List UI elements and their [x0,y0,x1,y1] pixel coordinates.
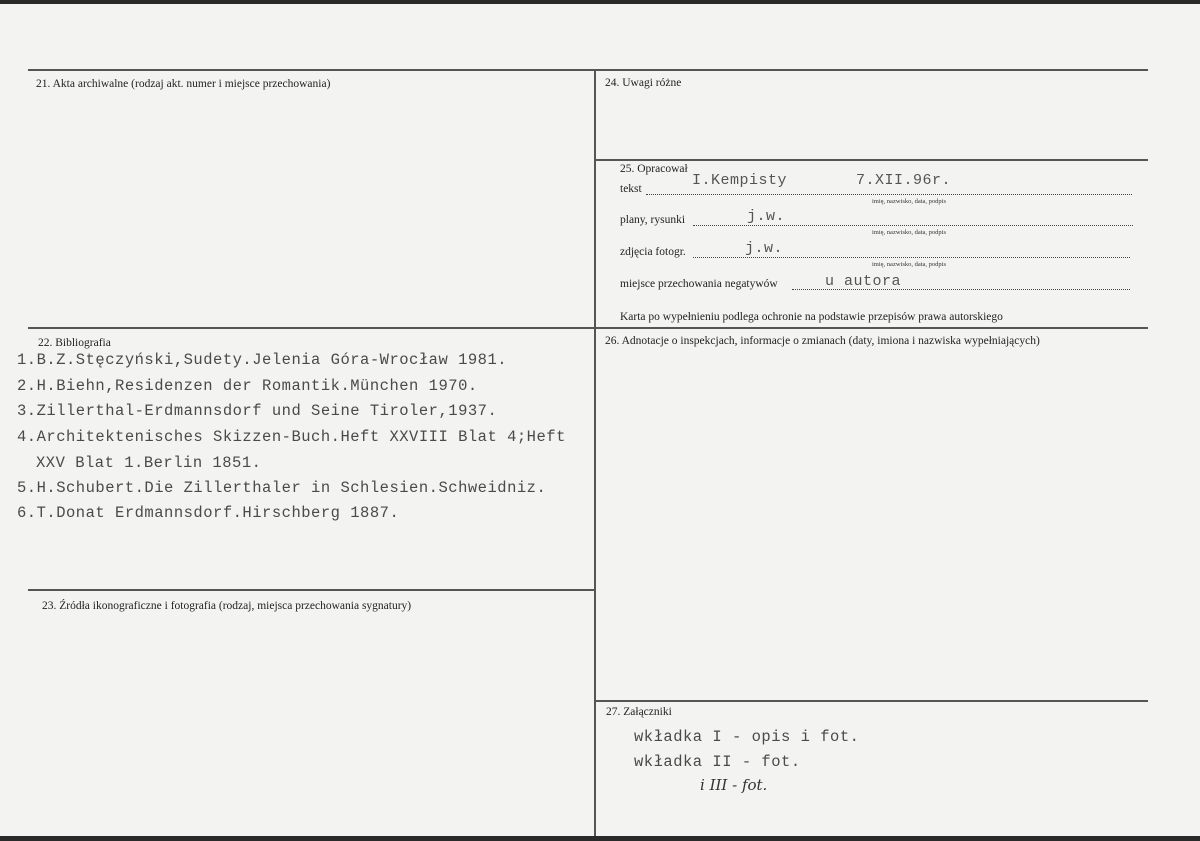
photos-field-line [693,257,1130,258]
attachment-line-2: wkładka II - fot. [634,753,801,771]
form-right-rule-27 [596,700,1148,702]
photos-value: j.w. [745,240,784,257]
scan-edge-top [0,0,1200,4]
plans-value: j.w. [747,208,786,225]
negatives-value: u autora [825,273,902,290]
section24-title: 24. Uwagi różne [605,77,682,89]
section23-title: 23. Źródła ikonograficzne i fotografia (rodzaj, miejsca przechowania sygnatury) [42,600,412,612]
plans-field-line [693,225,1133,226]
section27-title: 27. Załączniki [606,706,672,718]
attachment-line-1: wkładka I - opis i fot. [634,728,860,746]
form-right-rule-25 [596,159,1148,161]
section21-title: 21. Akta archiwalne (rodzaj akt. numer i miejsce przechowania) [36,78,331,90]
bibliography-entry-2: 2.H.Biehn,Residenzen der Romantik.München 1970. [17,377,478,395]
text-label: tekst [620,183,642,195]
form-left-lower-rule [28,589,596,591]
bibliography-entry-4: 4.Architektenisches Skizzen-Buch.Heft XXVIII Blat 4;Heft [17,428,566,446]
scan-edge-bottom [0,836,1200,841]
text-date-value: 7.XII.96r. [856,172,952,189]
section26-title: 26. Adnotacje o inspekcjach, informacje o zmianach (daty, imiona i nazwiska wypełniających) [605,335,1040,347]
form-column-divider [594,69,596,837]
bibliography-entry-4-cont: XXV Blat 1.Berlin 1851. [36,454,262,472]
copyright-note: Karta po wypełnieniu podlega ochronie na podstawie przepisów prawa autorskiego [620,311,1003,323]
text-author-value: I.Kempisty [692,172,788,189]
text-field-line [646,194,1132,195]
negatives-label: miejsce przechowania negatywów [620,278,778,290]
section25-title: 25. Opracował [620,163,688,175]
photos-label: zdjęcia fotogr. [620,246,686,258]
text-hint: imię, nazwisko, data, podpis [872,198,947,205]
plans-hint: imię, nazwisko, data, podpis [872,229,947,236]
attachment-handwritten: i III - fot. [700,776,768,794]
form-top-rule [28,69,1148,71]
bibliography-entry-5: 5.H.Schubert.Die Zillerthaler in Schlesien.Schweidniz. [17,479,547,497]
bibliography-entry-6: 6.T.Donat Erdmannsdorf.Hirschberg 1887. [17,504,400,522]
section22-title: 22. Bibliografia [38,337,111,349]
bibliography-entry-1: 1.B.Z.Stęczyński,Sudety.Jelenia Góra-Wrocław 1981. [17,351,508,369]
form-middle-rule [28,327,1148,329]
photos-hint: imię, nazwisko, data, podpis [872,261,947,268]
bibliography-entry-3: 3.Zillerthal-Erdmannsdorf und Seine Tiroler,1937. [17,402,498,420]
plans-label: plany, rysunki [620,214,686,226]
